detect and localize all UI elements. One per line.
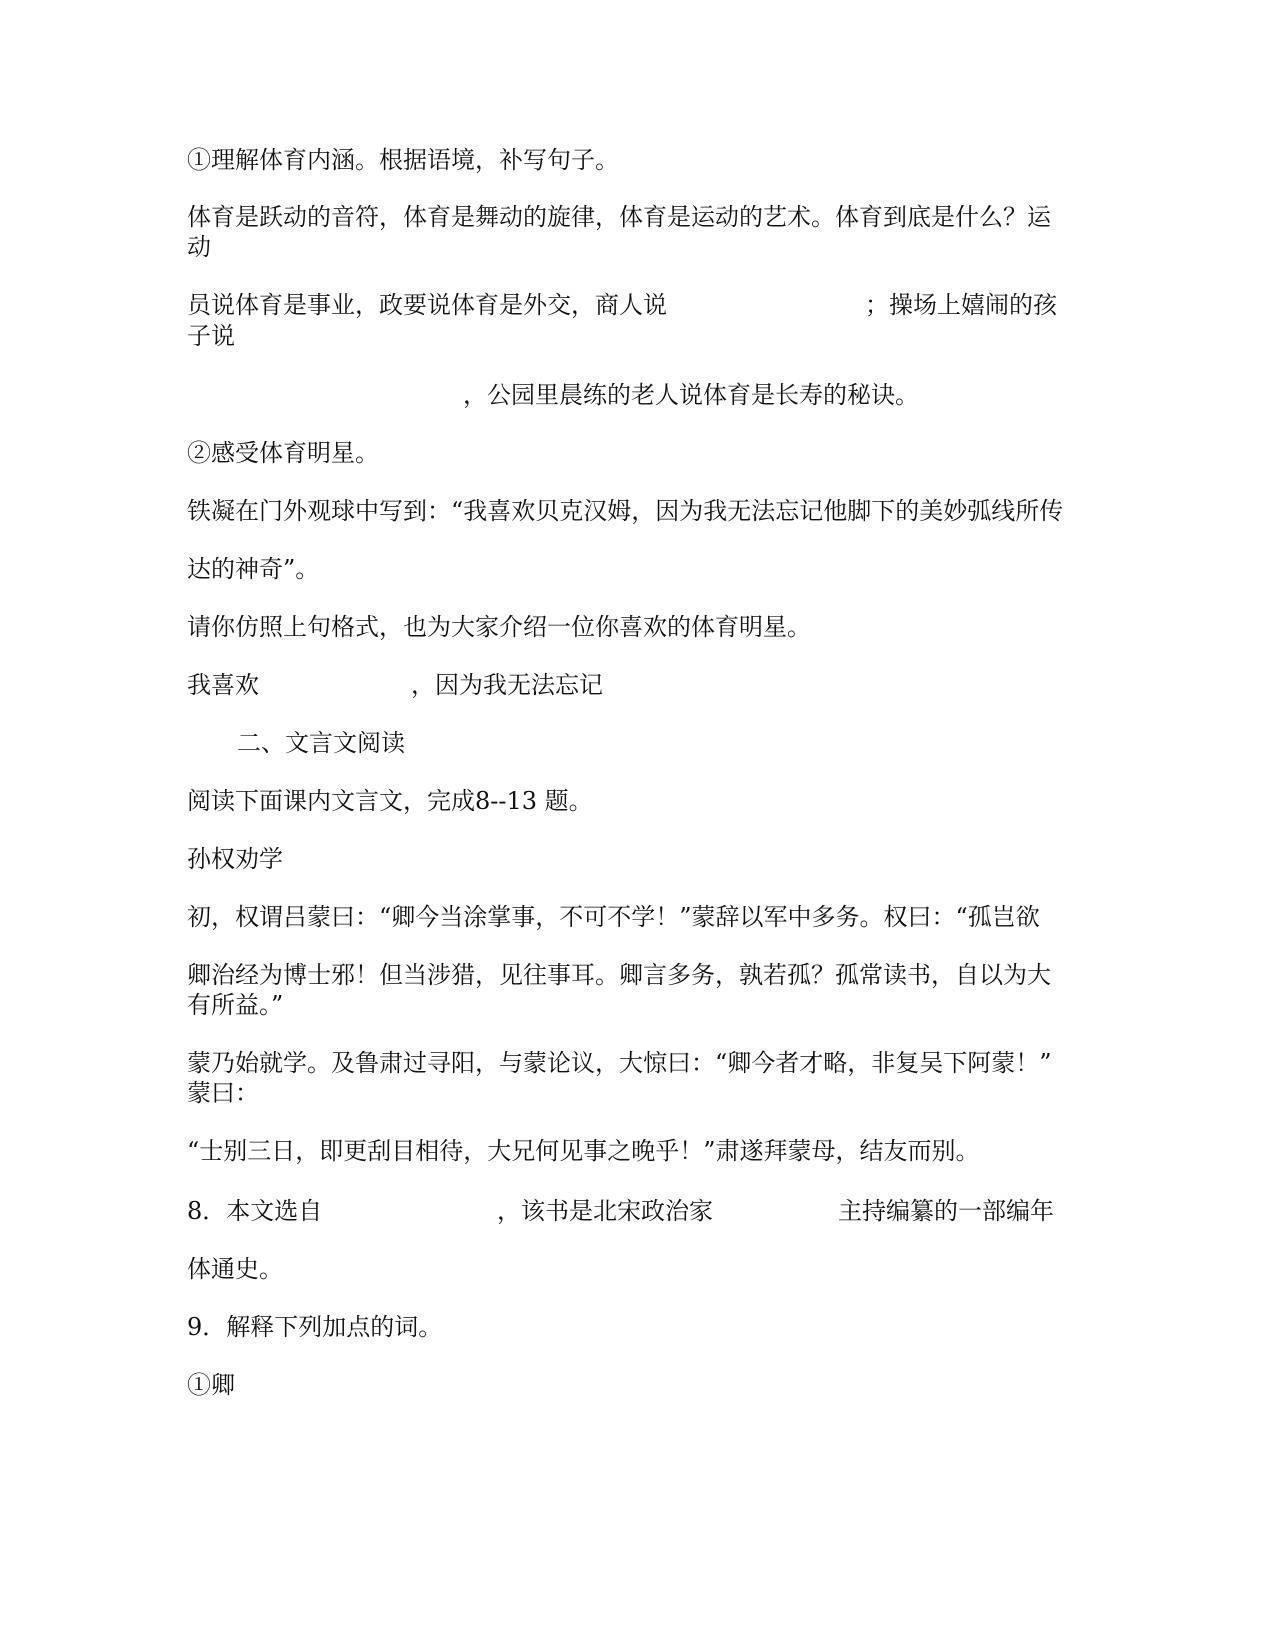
passage-p3: 蒙乃始就学。及鲁肃过寻阳，与蒙论议，大惊曰：“卿今者才略，非复吴下阿蒙！”: [187, 1049, 1052, 1077]
q9-title: 9．解释下列加点的词。: [187, 1313, 443, 1341]
q1-line2-wrap: 子说: [187, 322, 235, 350]
q8-wrap: 体通史。: [187, 1255, 283, 1283]
section2-heading: 二、文言文阅读: [237, 729, 405, 757]
q2-answer-part-b: ，因为我无法忘记: [411, 671, 603, 699]
passage-p2: 卿治经为博士邪！但当涉猎，见往事耳。卿言多务，孰若孤？孤常读书，自以为大: [187, 961, 1051, 989]
q1-line3: ，公园里晨练的老人说体育是长寿的秘诀。: [463, 381, 919, 409]
q9-item1: ①卿: [187, 1371, 235, 1399]
passage-title: 孙权劝学: [187, 845, 283, 873]
q1-line2: [187, 289, 1067, 321]
q8-part-a: 8．本文选自: [187, 1197, 323, 1225]
q2-title: ②感受体育明星。: [187, 439, 379, 467]
q2-quote-line2: 达的神奇”。: [187, 555, 320, 583]
q1-line2-part-b: ；操场上嬉闹的孩: [865, 291, 1057, 319]
q2-instruction: 请你仿照上句格式，也为大家介绍一位你喜欢的体育明星。: [187, 613, 811, 641]
q8-part-b: ，该书是北宋政治家: [497, 1197, 713, 1225]
q2-answer-part-a: 我喜欢: [187, 671, 259, 699]
q8-line: [187, 1195, 1067, 1227]
q1-title: ①理解体育内涵。根据语境，补写句子。: [187, 146, 619, 174]
q2-answer: [187, 669, 687, 701]
section2-intro: 阅读下面课内文言文，完成8--13 题。: [187, 787, 593, 815]
passage-p1: 初，权谓吕蒙曰：“卿今当涂掌事，不可不学！”蒙辞以军中多务。权曰：“孤岂欲: [187, 903, 1040, 931]
passage-p2-wrap: 有所益。”: [187, 991, 284, 1019]
q8-part-c: 主持编纂的一部编年: [838, 1197, 1054, 1225]
passage-p4: “士别三日，即更刮目相待，大兄何见事之晚乎！”肃遂拜蒙母，结友而别。: [187, 1137, 980, 1165]
q1-line1-wrap: 动: [187, 233, 211, 261]
passage-p3-wrap: 蒙曰：: [187, 1079, 259, 1107]
q1-line1: 体育是跃动的音符，体育是舞动的旋律，体育是运动的艺术。体育到底是什么？运: [187, 203, 1051, 231]
q2-quote-line1: 铁凝在门外观球中写到：“我喜欢贝克汉姆，因为我无法忘记他脚下的美妙弧线所传: [187, 497, 1064, 525]
q1-line2-part-a: 员说体育是事业，政要说体育是外交，商人说: [187, 291, 667, 319]
